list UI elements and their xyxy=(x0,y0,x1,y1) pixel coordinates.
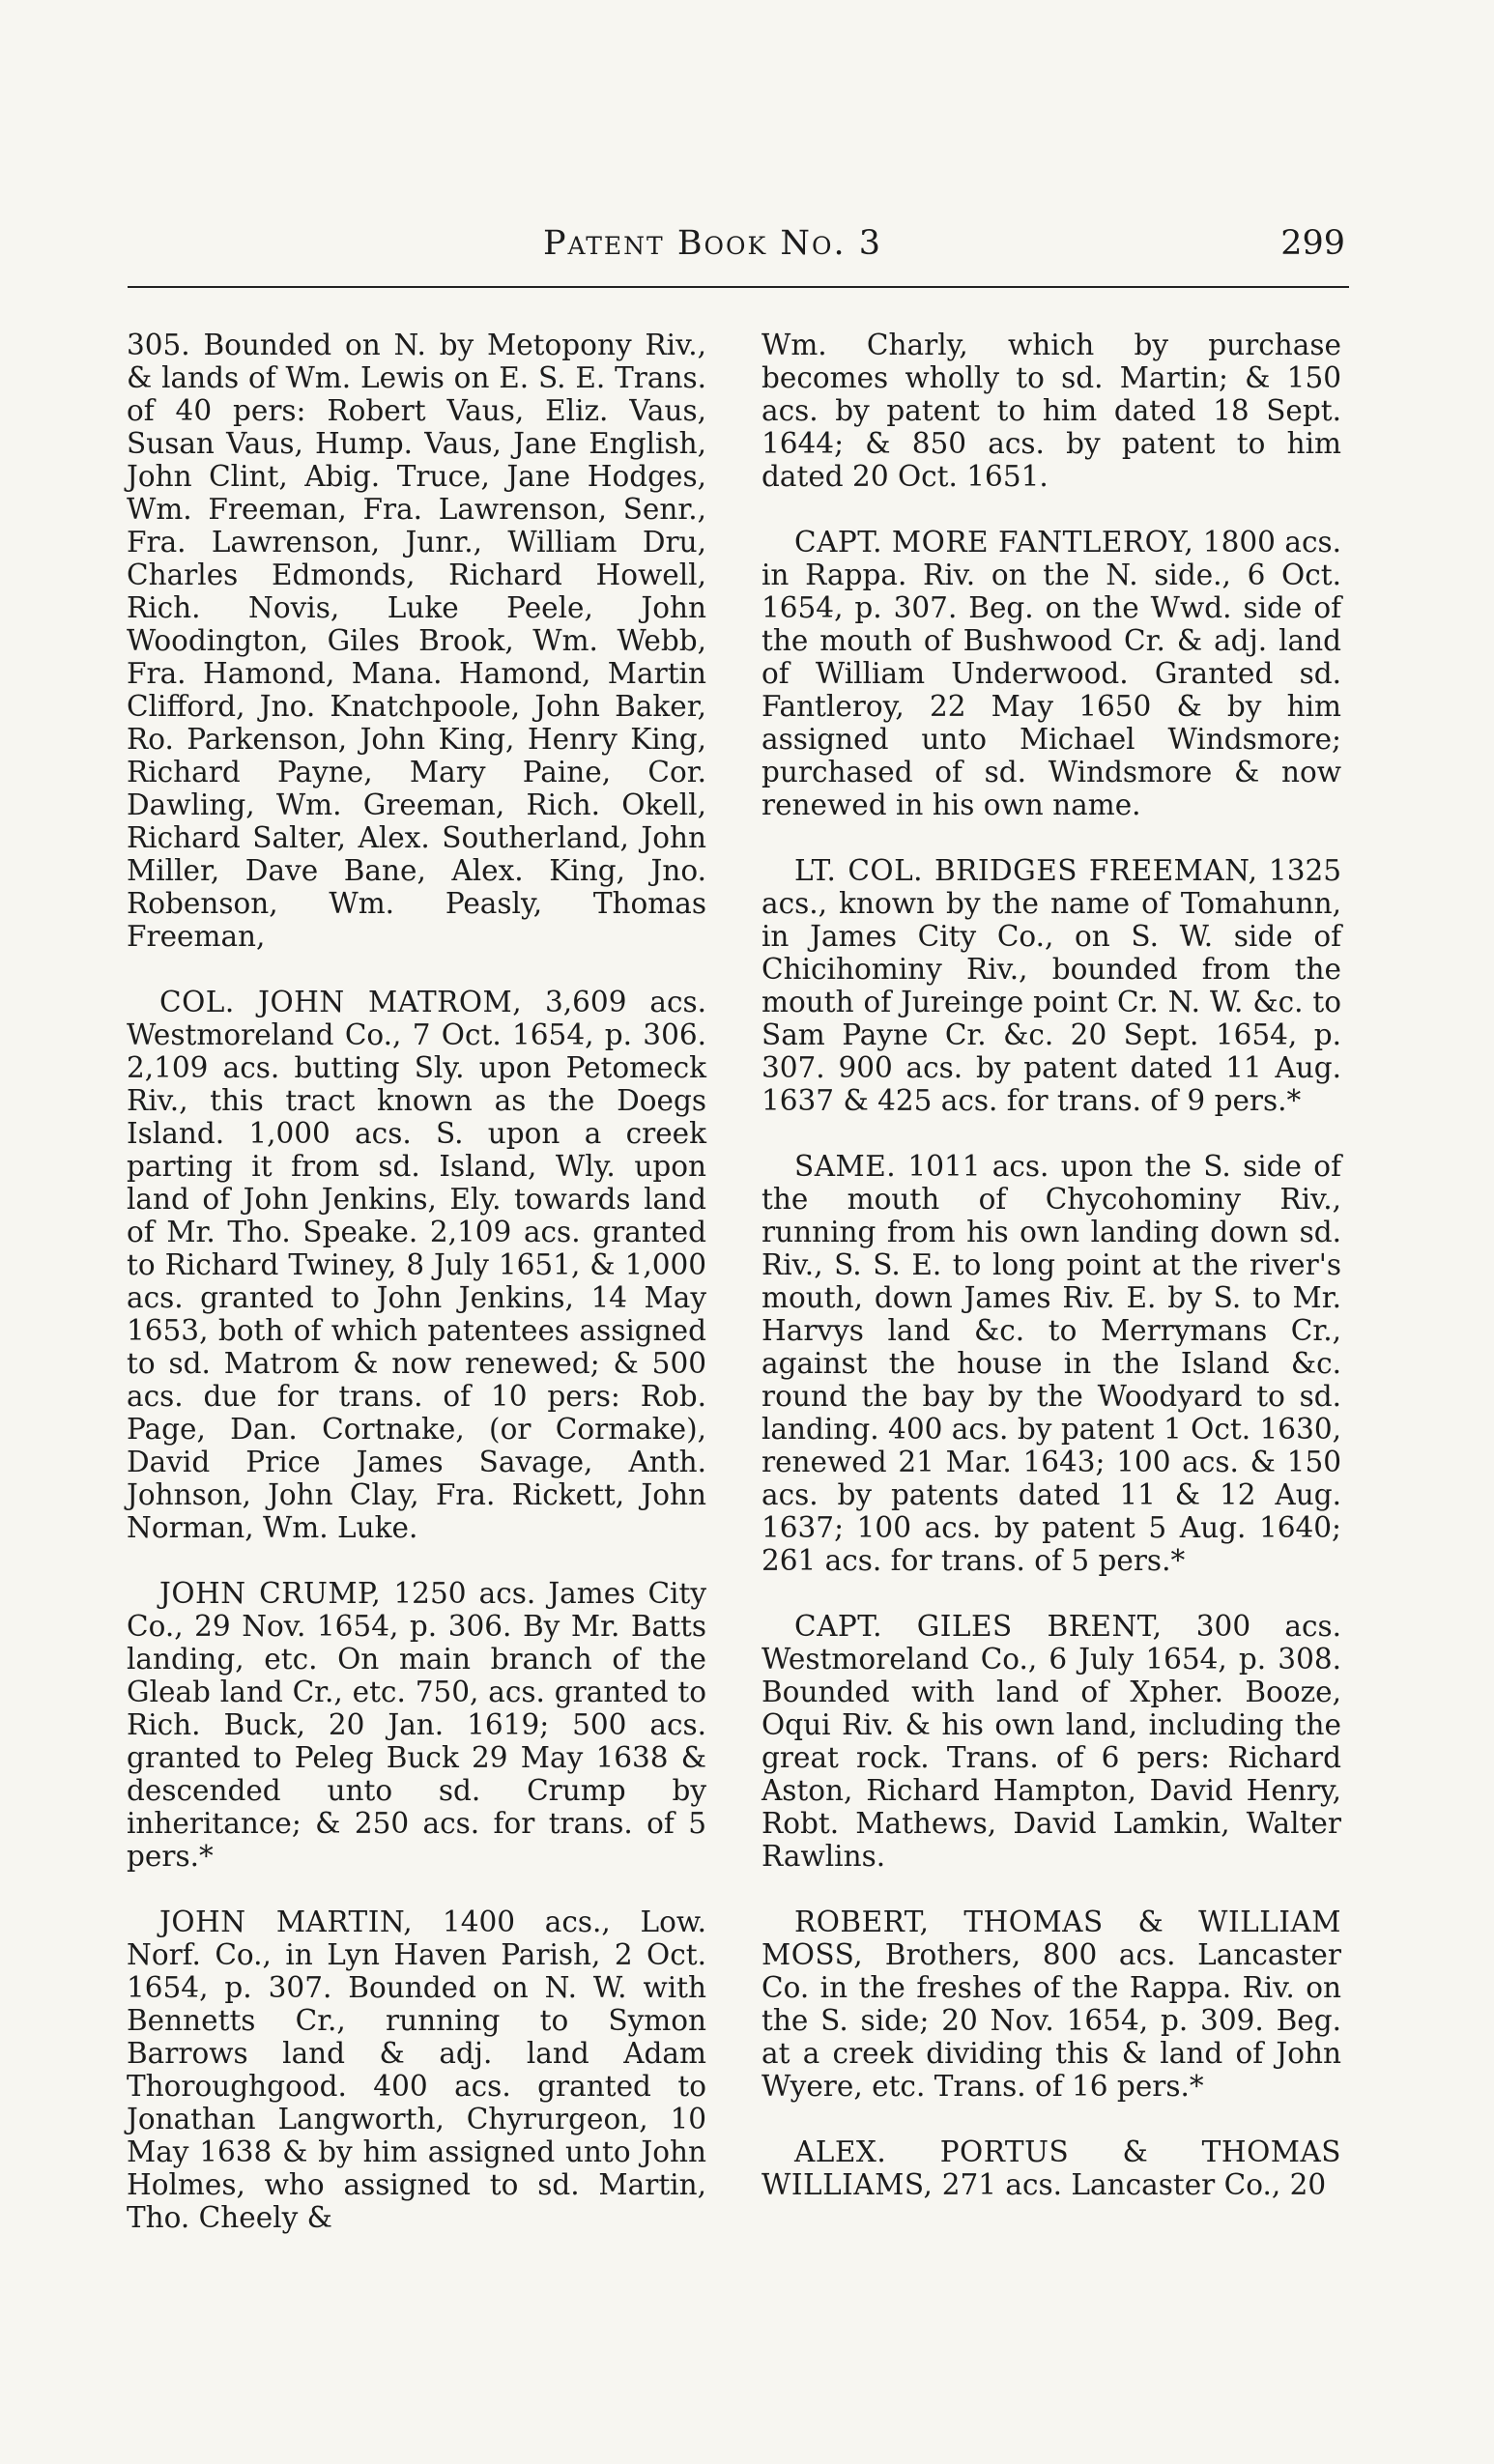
patentee-name: CAPT. GILES BRENT, xyxy=(794,1610,1163,1643)
entry-text: Brothers, 800 acs. Lancaster Co. in the freshes of the Rappa. Riv. on the S. side; 20 Nov. 1654, p. 309. Beg. at a creek dividing this & land of John Wyere, etc. Trans. of 16 pers.* xyxy=(761,1938,1341,2103)
patent-entry xyxy=(127,1577,706,1873)
entry-text: 1400 acs., Low. Norf. Co., in Lyn Haven Parish, 2 Oct. 1654, p. 307. Bounded on N. W. with Bennetts Cr., running to Symon Barrows land & adj. land Adam Thoroughgood. 400 acs. granted to Jonathan Langworth, Chyrurgeon, 10 May 1638 & by him assigned unto John Holmes, who assigned to sd. Martin, Tho. Cheely & xyxy=(127,1905,707,2234)
entry-text: Wm. Charly, which by purchase becomes wholly to sd. Martin; & 150 acs. by patent to him dated 18 Sept. 1644; & 850 acs. by patent to him dated 20 Oct. 1651. xyxy=(761,329,1341,493)
page-number: 299 xyxy=(1280,224,1345,263)
patentee-name: ROBERT, THOMAS & WILLIAM MOSS, xyxy=(761,1905,1341,1971)
running-title: Patent Book No. 3 xyxy=(543,224,882,263)
patentee-name: JOHN CRUMP, xyxy=(159,1577,382,1610)
header-rule xyxy=(128,286,1349,288)
patentee-name: SAME. xyxy=(794,1150,897,1183)
entry-text: 305. Bounded on N. by Metopony Riv., & lands of Wm. Lewis on E. S. E. Trans. of 40 pers: Robert Vaus, Eliz. Vaus, Susan Vaus, Hump. Vaus, Jane English, John Clint, Abig. Truce, Jane Hodges, Wm. Freeman, Fra. Lawrenson, Senr., Fra. Lawrenson, Junr., William Dru, Charles Edmonds, Richard Howell, Rich. Novis, Luke Peele, John Woodington, Giles Brook, Wm. Webb, Fra. Hamond, Mana. Hamond, Martin Clifford, Jno. Knatchpoole, John Baker, Ro. Parkenson, John King, Henry King, Richard Payne, Mary Paine, Cor. Dawling, Wm. Greeman, Rich. Okell, Richard Salter, Alex. Southerland, John Miller, Dave Bane, Alex. King, Jno. Robenson, Wm. Peasly, Thomas Freeman, xyxy=(127,329,706,953)
entry-text: 1325 acs., known by the name of Tomahunn, in James City Co., on S. W. side of Chicihominy Riv., bounded from the mouth of Jureinge point Cr. N. W. &c. to Sam Payne Cr. &c. 20 Sept. 1654, p. 307. 900 acs. by patent dated 11 Aug. 1637 & 425 acs. for trans. of 9 pers.* xyxy=(761,854,1342,1117)
page-header xyxy=(128,224,1349,282)
patent-entry xyxy=(127,1905,706,2234)
patent-entry xyxy=(761,2135,1341,2201)
entry-text: 1011 acs. upon the S. side of the mouth of Chycohominy Riv., running from his own landing down sd. Riv., S. S. E. to long point at the river's mouth, down James Riv. E. by S. to Mr. Harvys land &c. to Merrymans Cr., against the house in the Island &c. round the bay by the Woodyard to sd. landing. 400 acs. by patent 1 Oct. 1630, renewed 21 Mar. 1643; 100 acs. & 150 acs. by patents dated 11 & 12 Aug. 1637; 100 acs. by patent 5 Aug. 1640; 261 acs. for trans. of 5 pers.* xyxy=(761,1150,1341,1577)
patent-entry xyxy=(761,1150,1341,1577)
patentee-name: JOHN MARTIN, xyxy=(159,1905,414,1938)
patent-entry xyxy=(761,854,1341,1117)
patentee-name: COL. JOHN MATROM, xyxy=(159,986,523,1018)
patent-entry xyxy=(761,526,1341,821)
patent-entry xyxy=(127,986,706,1544)
patentee-name: LT. COL. BRIDGES FREEMAN, xyxy=(794,854,1258,887)
patentee-name: ALEX. PORTUS & THOMAS WILLIAMS, xyxy=(761,2135,1341,2201)
patentee-name: CAPT. MORE FANTLEROY, xyxy=(794,526,1194,559)
entry-text: 1800 acs. in Rappa. Riv. on the N. side., 6 Oct. 1654, p. 307. Beg. on the Wwd. side of the mouth of Bushwood Cr. & adj. land of William Underwood. Granted sd. Fantleroy, 22 May 1650 & by him assigned unto Michael Windsmore; purchased of sd. Windsmore & now renewed in his own name. xyxy=(761,526,1341,821)
left-column xyxy=(127,329,706,2267)
right-column xyxy=(761,329,1341,2234)
entry-text: 3,609 acs. Westmoreland Co., 7 Oct. 1654, p. 306. 2,109 acs. butting Sly. upon Petomeck Riv., this tract known as the Doegs Island. 1,000 acs. S. upon a creek parting it from sd. Island, Wly. upon land of John Jenkins, Ely. towards land of Mr. Tho. Speake. 2,109 acs. granted to Richard Twiney, 8 July 1651, & 1,000 acs. granted to John Jenkins, 14 May 1653, both of which patentees assigned to sd. Matrom & now renewed; & 500 acs. due for trans. of 10 pers: Rob. Page, Dan. Cortnake, (or Cormake), David Price James Savage, Anth. Johnson, John Clay, Fra. Rickett, John Norman, Wm. Luke. xyxy=(127,986,706,1544)
patent-entry xyxy=(761,329,1341,493)
entry-text: 300 acs. Westmoreland Co., 6 July 1654, p. 308. Bounded with land of Xpher. Booze, Oqui Riv. & his own land, including the great rock. Trans. of 6 pers: Richard Aston, Richard Hampton, David Henry, Robt. Mathews, David Lamkin, Walter Rawlins. xyxy=(761,1610,1341,1873)
patent-entry xyxy=(127,329,706,953)
entry-text: 1250 acs. James City Co., 29 Nov. 1654, p. 306. By Mr. Batts landing, etc. On main branch of the Gleab land Cr., etc. 750, acs. granted to Rich. Buck, 20 Jan. 1619; 500 acs. granted to Peleg Buck 29 May 1638 & descended unto sd. Crump by inheritance; & 250 acs. for trans. of 5 pers.* xyxy=(127,1577,706,1873)
entry-text: 271 acs. Lancaster Co., 20 xyxy=(933,2168,1327,2201)
patent-entry xyxy=(761,1610,1341,1873)
patent-entry xyxy=(761,1905,1341,2103)
